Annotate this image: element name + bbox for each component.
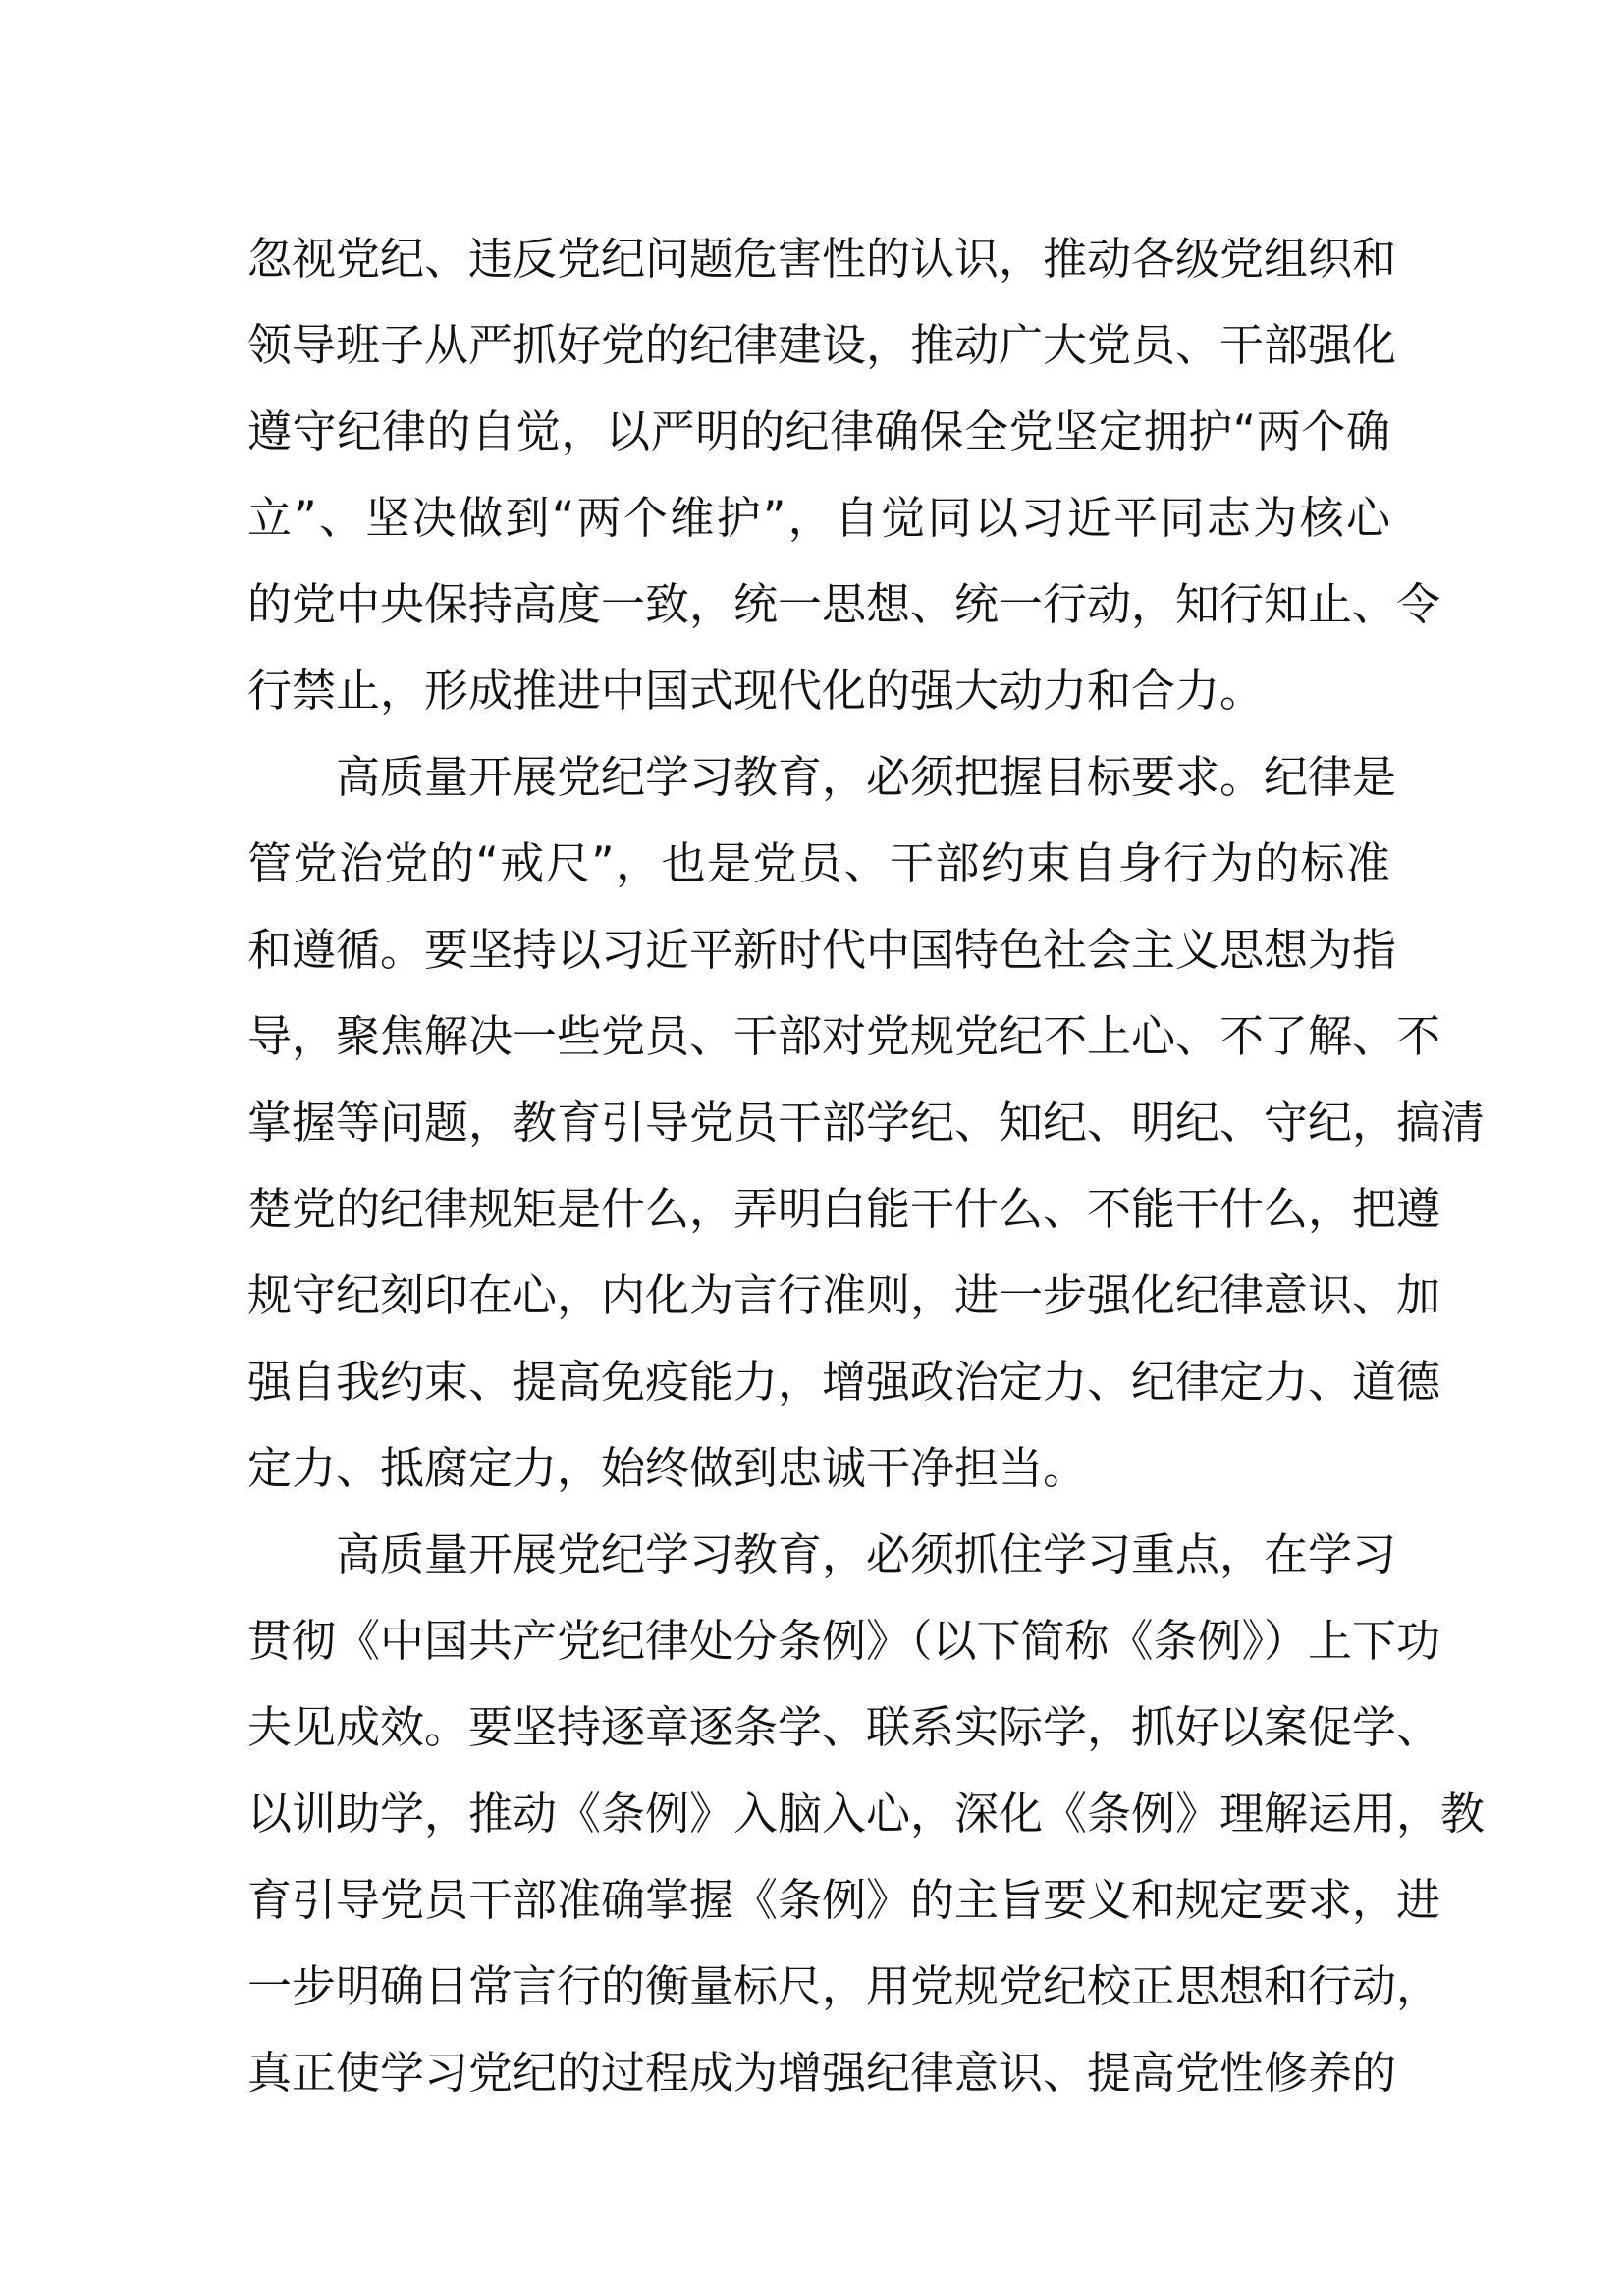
text-line: 导，聚焦解决一些党员、干部对党规党纪不上心、不了解、不 [247,1010,1441,1062]
text-line: 领导班子从严抓好党的纪律建设，推动广大党员、干部强化 [247,319,1397,371]
text-line: 以训助学，推动《条例》入脑入心，深化《条例》理解运用，教 [247,1788,1486,1840]
text-line: 育引导党员干部准确掌握《条例》的主旨要义和规定要求，进 [247,1874,1441,1926]
body-text [247,216,1486,2116]
text-line: 夫见成效。要坚持逐章逐条学、联系实际学，抓好以案促学、 [247,1701,1441,1753]
text-line: 和遵循。要坚持以习近平新时代中国特色社会主义思想为指 [247,924,1397,976]
text-line: 贯彻《中国共产党纪律处分条例》（以下简称《条例》）上下功 [247,1615,1441,1667]
text-line: 高质量开展党纪学习教育，必须把握目标要求。纪律是 [336,751,1397,803]
text-line: 一步明确日常言行的衡量标尺，用党规党纪校正思想和行动， [247,1960,1441,2012]
text-line: 定力、抵腐定力，始终做到忠诚干净担当。 [247,1442,1088,1494]
text-line: 立”、坚决做到“两个维护”，自觉同以习近平同志为核心 [247,492,1390,544]
text-line: 真正使学习党纪的过程成为增强纪律意识、提高党性修养的 [247,2047,1397,2099]
text-line: 掌握等问题，教育引导党员干部学纪、知纪、明纪、守纪，搞清 [247,1096,1486,1148]
text-line: 管党治党的“戒尺”，也是党员、干部约束自身行为的标准 [247,837,1390,889]
text-line: 强自我约束、提高免疫能力，增强政治定力、纪律定力、道德 [247,1356,1441,1408]
text-line: 楚党的纪律规矩是什么，弄明白能干什么、不能干什么，把遵 [247,1183,1441,1235]
text-line: 行禁止，形成推进中国式现代化的强大动力和合力。 [247,665,1265,717]
text-line: 高质量开展党纪学习教育，必须抓住学习重点，在学习 [336,1528,1397,1580]
text-line: 忽视党纪、违反党纪问题危害性的认识，推动各级党组织和 [247,233,1397,285]
text-line: 规守纪刻印在心，内化为言行准则，进一步强化纪律意识、加 [247,1269,1441,1321]
text-line: 遵守纪律的自觉，以严明的纪律确保全党坚定拥护“两个确 [247,405,1390,457]
text-line: 的党中央保持高度一致，统一思想、统一行动，知行知止、令 [247,578,1441,630]
